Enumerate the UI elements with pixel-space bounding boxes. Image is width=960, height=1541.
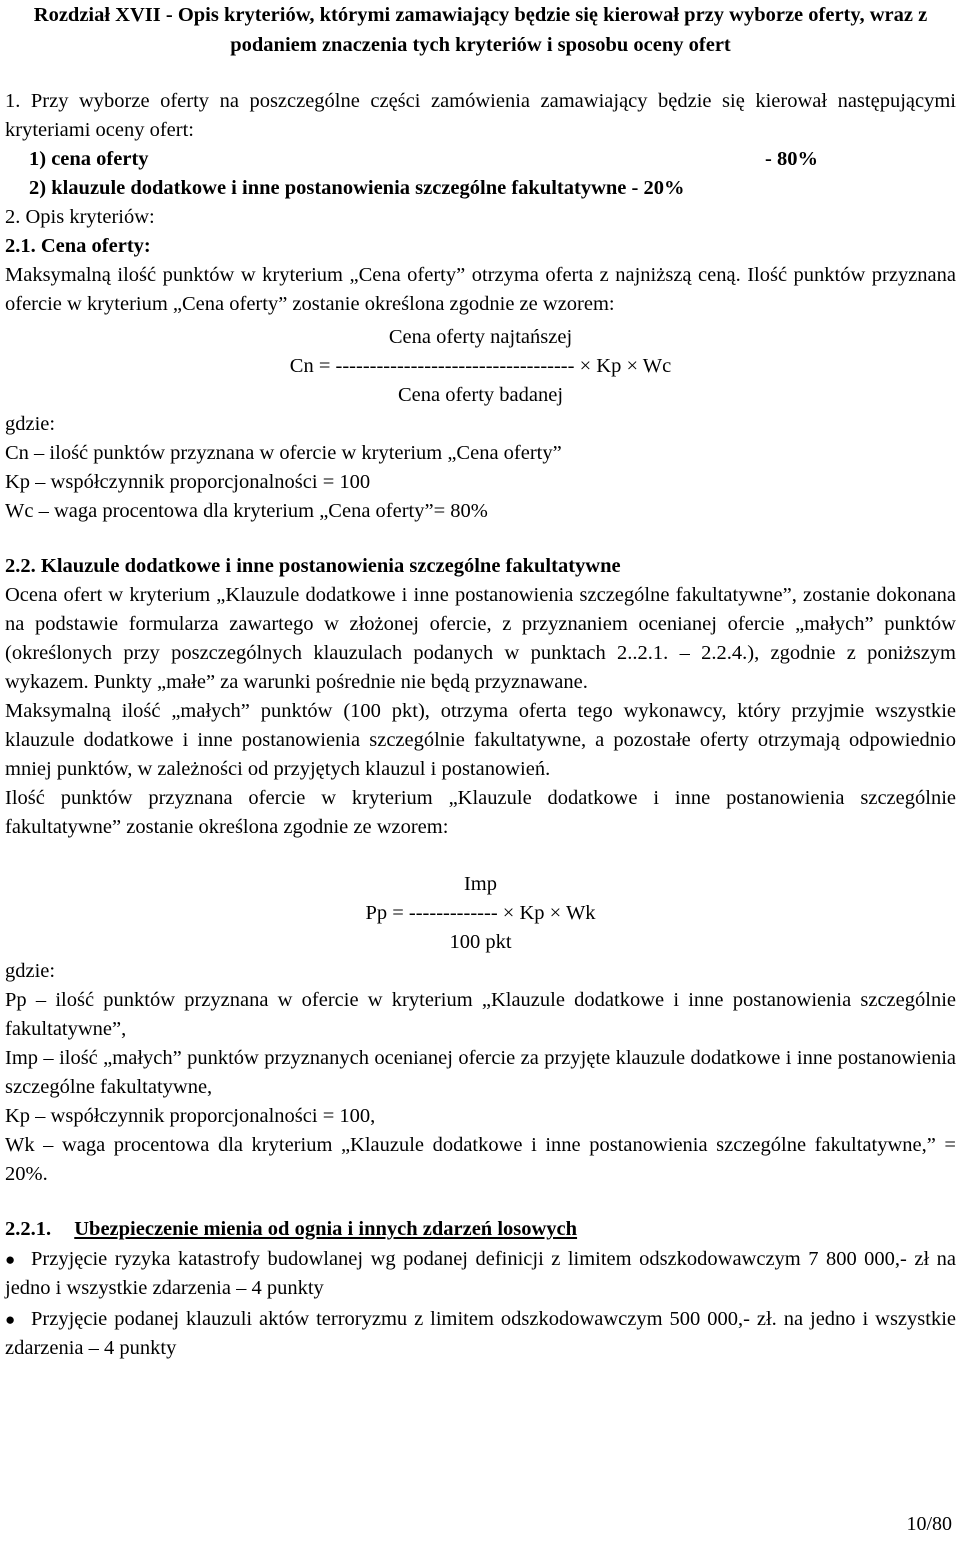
formula2-line: Pp = ------------- × Kp × Wk xyxy=(365,902,596,924)
definition-imp: Imp – ilość „małych” punktów przyznanych ocenianej ofercie za przyjęte klauzule dodatkowe i inne postanowienia szczególne fakultatywne, xyxy=(5,1047,956,1098)
section-2-1-heading: 2.1. Cena oferty: xyxy=(5,235,151,257)
list-item xyxy=(5,1245,956,1303)
definition-wc: Wc – waga procentowa dla kryterium „Cena oferty”= 80% xyxy=(5,500,488,522)
bullet-icon: ● xyxy=(5,1250,16,1269)
list-item xyxy=(5,1305,956,1363)
formula1-line: Cn = ----------------------------------- × Kp × Wc xyxy=(289,355,672,377)
criteria-intro: 1. Przy wyborze oferty na poszczególne części zamówienia zamawiający będzie się kierował następującymi kryteriami oceny ofert: xyxy=(5,90,956,141)
bullet-text: Przyjęcie podanej klauzuli aktów terroryzmu z limitem odszkodowawczym 500 000,- zł. na jedno i wszystkie zdarzenia – 4 punkty xyxy=(5,1308,956,1359)
chapter-title: Rozdział XVII - Opis kryteriów, którymi zamawiający będzie się kierował przy wyborze oferty, wraz z podaniem znaczenia tych kryteriów i sposobu oceny ofert xyxy=(33,4,928,56)
bullet-list xyxy=(5,1245,956,1363)
formula2-numerator: Imp xyxy=(463,873,498,895)
section-2-1-text: Maksymalną ilość punktów w kryterium „Cena oferty” otrzyma oferta z najniższą ceną. Ilość punktów przyznana ofercie w kryterium „Cena oferty” zostanie określona zgodnie ze wzorem: xyxy=(5,264,956,315)
criterion-clauses: 2) klauzule dodatkowe i inne postanowienia szczególne fakultatywne - 20% xyxy=(29,177,685,199)
section-2-2-heading: 2.2. Klauzule dodatkowe i inne postanowienia szczególne fakultatywne xyxy=(5,555,621,577)
page-number: 10/80 xyxy=(906,1513,952,1535)
definition-kp-2: Kp – współczynnik proporcjonalności = 100, xyxy=(5,1105,376,1127)
document-page xyxy=(5,0,956,1363)
section-2-2-1-number: 2.2.1. xyxy=(5,1218,52,1240)
where-label-1: gdzie: xyxy=(5,413,56,435)
criteria-description-heading: 2. Opis kryteriów: xyxy=(5,206,155,228)
section-2-2-paragraph-2: Maksymalną ilość „małych” punktów (100 pkt), otrzyma oferta tego wykonawcy, który przyjmie wszystkie klauzule dodatkowe i inne postanowienia szczególnie fakultatywne, a pozostałe oferty otrzymają odpowiednio mniej punktów, w zależności od przyjętych klauzul i postanowień. xyxy=(5,700,956,780)
section-2-2-paragraph-1: Ocena ofert w kryterium „Klauzule dodatkowe i inne postanowienia szczególne fakultatywne”, zostanie dokonana na podstawie formularza zawartego w złożonej ofercie, z przyznaniem ocenianej ofercie „małych” punktów (określonych przy poszczególnych klauzulach podanych w punktach 2..2.1. – 2.2.4.), zgodnie z poniższym wykazem. Punkty „małe” za warunki pośrednie nie będą przyznawane. xyxy=(5,584,956,693)
criterion-price-weight: - 80% xyxy=(765,148,818,170)
section-2-2-1-heading xyxy=(5,1215,956,1244)
definition-pp: Pp – ilość punktów przyznana w ofercie w kryterium „Klauzule dodatkowe i inne postanowienia szczególnie fakultatywne”, xyxy=(5,989,956,1040)
criterion-price-label: 1) cena oferty xyxy=(29,148,149,170)
definition-kp: Kp – współczynnik proporcjonalności = 100 xyxy=(5,471,371,493)
formula1-denominator: Cena oferty badanej xyxy=(397,384,564,406)
where-label-2: gdzie: xyxy=(5,960,56,982)
formula1-numerator: Cena oferty najtańszej xyxy=(388,326,573,348)
criterion-price xyxy=(5,145,956,174)
formula2-denominator: 100 pkt xyxy=(449,931,512,953)
section-2-2-paragraph-3: Ilość punktów przyznana ofercie w kryterium „Klauzule dodatkowe i inne postanowienia szczególnie fakultatywne” zostanie określona zgodnie ze wzorem: xyxy=(5,787,956,838)
bullet-icon: ● xyxy=(5,1310,16,1329)
bullet-text: Przyjęcie ryzyka katastrofy budowlanej wg podanej definicji z limitem odszkodowawczym 7 800 000,- zł na jedno i wszystkie zdarzenia – 4 punkty xyxy=(5,1248,956,1299)
section-2-2-1-title: Ubezpieczenie mienia od ognia i innych zdarzeń losowych xyxy=(74,1218,578,1240)
definition-cn: Cn – ilość punktów przyznana w ofercie w kryterium „Cena oferty” xyxy=(5,442,562,464)
definition-wk: Wk – waga procentowa dla kryterium „Klauzule dodatkowe i inne postanowienia szczególne fakultatywne,” = 20%. xyxy=(5,1134,956,1185)
